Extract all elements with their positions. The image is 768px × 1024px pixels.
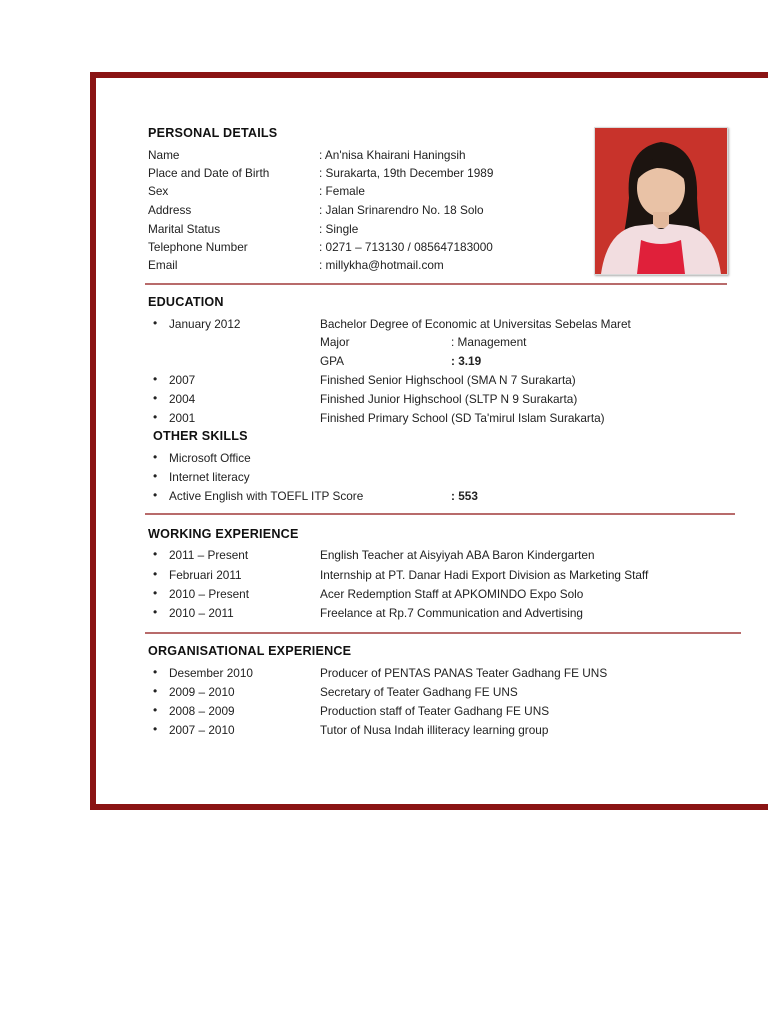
other-skills-heading: OTHER SKILLS: [153, 429, 248, 443]
work-desc: English Teacher at Aisyiyah ABA Baron Kindergarten: [320, 548, 595, 562]
education-desc: Finished Primary School (SD Ta'mirul Islam Surakarta): [320, 411, 605, 425]
org-date: • 2007 – 2010: [169, 723, 235, 737]
value-name: : An'nisa Khairani Haningsih: [319, 148, 466, 162]
work-date: • Februari 2011: [169, 568, 242, 582]
toefl-score: : 553: [451, 489, 478, 503]
label-sex: Sex: [148, 184, 169, 198]
divider-personal: [145, 283, 727, 285]
org-date: • Desember 2010: [169, 666, 253, 680]
label-phone: Telephone Number: [148, 240, 248, 254]
value-email: : millykha@hotmail.com: [319, 258, 444, 272]
org-desc: Tutor of Nusa Indah illiteracy learning group: [320, 723, 549, 737]
work-date: • 2010 – 2011: [169, 606, 234, 620]
education-date: • 2007: [169, 373, 195, 387]
work-desc: Freelance at Rp.7 Communication and Advertising: [320, 606, 583, 620]
org-desc: Production staff of Teater Gadhang FE UNS: [320, 704, 550, 718]
gpa-value: : 3.19: [451, 354, 482, 368]
org-desc: Producer of PENTAS PANAS Teater Gadhang FE UNS: [320, 666, 608, 680]
label-address: Address: [148, 203, 192, 217]
skill-item: • Internet literacy: [169, 470, 250, 484]
skill-item: • Microsoft Office: [169, 451, 251, 465]
education-date: • January 2012: [169, 317, 241, 331]
education-heading: EDUCATION: [148, 295, 224, 309]
value-sex: : Female: [319, 184, 365, 198]
work-desc: Acer Redemption Staff at APKOMINDO Expo Solo: [320, 587, 584, 601]
work-date: • 2011 – Present: [169, 548, 248, 562]
profile-photo: [594, 127, 728, 275]
work-date: • 2010 – Present: [169, 587, 249, 601]
org-date: • 2008 – 2009: [169, 704, 235, 718]
label-name: Name: [148, 148, 180, 162]
major-value: : Management: [451, 335, 527, 349]
divider-education: [145, 513, 735, 515]
education-desc: Bachelor Degree of Economic at Universitas Sebelas Maret: [320, 317, 631, 331]
value-birth: : Surakarta, 19th December 1989: [319, 166, 494, 180]
divider-work: [145, 632, 741, 634]
education-date: • 2004: [169, 392, 195, 406]
organisational-experience-heading: ORGANISATIONAL EXPERIENCE: [148, 644, 352, 658]
personal-details-heading: PERSONAL DETAILS: [148, 126, 278, 140]
label-birth: Place and Date of Birth: [148, 166, 270, 180]
education-date: • 2001: [169, 411, 195, 425]
label-marital: Marital Status: [148, 222, 221, 236]
education-desc: Finished Junior Highschool (SLTP N 9 Surakarta): [320, 392, 578, 406]
working-experience-heading: WORKING EXPERIENCE: [148, 527, 299, 541]
value-marital: : Single: [319, 222, 359, 236]
value-phone: : 0271 – 713130 / 085647183000: [319, 240, 493, 254]
org-date: • 2009 – 2010: [169, 685, 235, 699]
skill-item: • Active English with TOEFL ITP Score: [169, 489, 363, 503]
label-email: Email: [148, 258, 178, 272]
gpa-label: GPA: [320, 354, 345, 368]
major-label: Major: [320, 335, 350, 349]
org-desc: Secretary of Teater Gadhang FE UNS: [320, 685, 518, 699]
value-address: : Jalan Srinarendro No. 18 Solo: [319, 203, 484, 217]
work-desc: Internship at PT. Danar Hadi Export Division as Marketing Staff: [320, 568, 649, 582]
education-desc: Finished Senior Highschool (SMA N 7 Surakarta): [320, 373, 576, 387]
profile-photo-icon: [595, 128, 727, 274]
